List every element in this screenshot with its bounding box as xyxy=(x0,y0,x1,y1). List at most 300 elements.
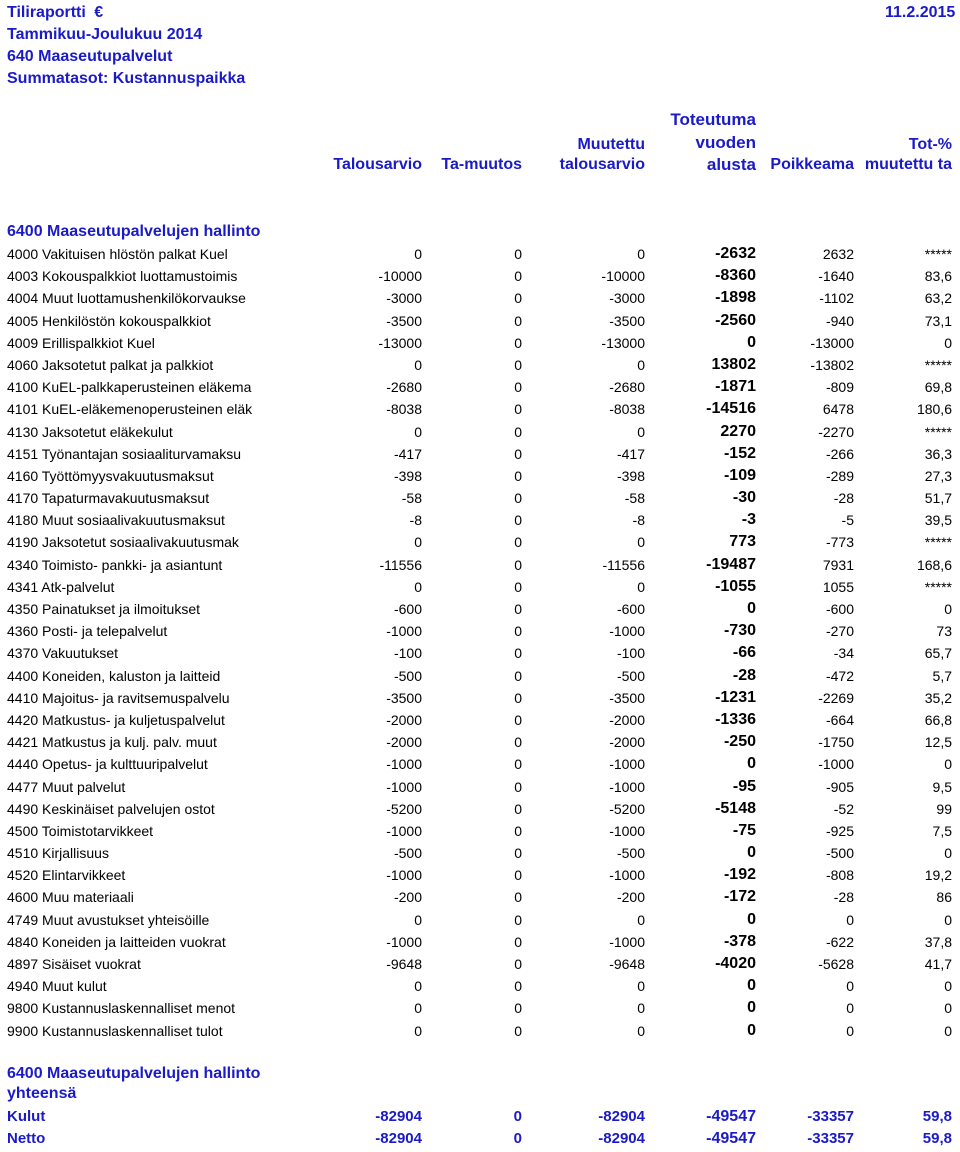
poikkeama-value: 0 xyxy=(846,1022,854,1039)
ta-muutos-value: 0 xyxy=(514,467,522,484)
account-name: 4005 Henkilöstön kokouspalkkiot xyxy=(7,312,211,329)
totpct-value: ***** xyxy=(924,423,952,440)
poikkeama-value: -773 xyxy=(825,534,854,551)
table-row xyxy=(0,243,960,265)
talousarvio-value: -2000 xyxy=(386,734,422,751)
totpct-value: 0 xyxy=(944,978,952,995)
poikkeama-value: -5628 xyxy=(818,956,854,972)
account-name: 4340 Toimisto- pankki- ja asiantunt xyxy=(7,556,223,573)
ta-muutos-value: 0 xyxy=(514,756,522,773)
account-name: 9900 Kustannuslaskennalliset tulot xyxy=(7,1022,223,1039)
totpct-value: 35,2 xyxy=(924,689,952,706)
muutettu-value: 0 xyxy=(637,356,645,373)
account-name: 4421 Matkustus ja kulj. palv. muut xyxy=(7,734,217,751)
account-name: 4897 Sisäiset vuokrat xyxy=(7,956,141,972)
talousarvio-value: -398 xyxy=(393,467,422,484)
totpct-value: 37,8 xyxy=(924,933,952,950)
toteutuma-value: 2270 xyxy=(720,422,756,440)
talousarvio-value: -3500 xyxy=(386,312,422,329)
totals-row-netto xyxy=(0,1128,960,1150)
col-totpct-line2: muutettu ta xyxy=(864,156,952,173)
account-name: 4160 Työttömyysvakuutusmaksut xyxy=(7,467,214,484)
toteutuma-value: -3 xyxy=(741,511,756,529)
report-unit: 640 Maaseutupalvelut xyxy=(7,48,173,65)
account-name: 4440 Opetus- ja kulttuuripalvelut xyxy=(7,756,208,773)
muutettu-value: -500 xyxy=(616,667,645,684)
report-title-line xyxy=(7,3,103,23)
col-toteutuma-line1: Toteutuma xyxy=(670,110,756,129)
table-row xyxy=(0,443,960,465)
totals-netto-talousarvio: -82904 xyxy=(375,1130,422,1147)
talousarvio-value: -8038 xyxy=(386,401,422,418)
totpct-value: 39,5 xyxy=(924,512,952,529)
toteutuma-value: -30 xyxy=(732,489,756,507)
ta-muutos-value: 0 xyxy=(514,711,522,728)
table-row xyxy=(0,487,960,509)
ta-muutos-value: 0 xyxy=(514,379,522,396)
totpct-value: 5,7 xyxy=(932,667,952,684)
poikkeama-value: 0 xyxy=(846,1000,854,1017)
ta-muutos-value: 0 xyxy=(514,800,522,817)
muutettu-value: 0 xyxy=(637,534,645,551)
ta-muutos-value: 0 xyxy=(514,334,522,351)
totals-kulut-toteutuma: -49547 xyxy=(706,1108,756,1125)
talousarvio-value: -100 xyxy=(393,645,422,662)
talousarvio-value: 0 xyxy=(414,1000,422,1017)
account-name: 4341 Atk-palvelut xyxy=(7,578,115,595)
ta-muutos-value: 0 xyxy=(514,845,522,862)
table-row xyxy=(0,598,960,620)
poikkeama-value: -925 xyxy=(825,822,854,839)
totpct-value: 41,7 xyxy=(924,956,952,972)
talousarvio-value: 0 xyxy=(414,578,422,595)
poikkeama-value: -622 xyxy=(825,933,854,950)
poikkeama-value: -940 xyxy=(825,312,854,329)
totpct-value: 180,6 xyxy=(916,401,952,418)
talousarvio-value: 0 xyxy=(414,534,422,551)
poikkeama-value: -1640 xyxy=(818,268,854,285)
talousarvio-value: -2000 xyxy=(386,711,422,728)
toteutuma-value: -378 xyxy=(723,932,756,950)
totals-title-line1: 6400 Maaseutupalvelujen hallinto xyxy=(7,1065,261,1082)
table-row xyxy=(0,864,960,886)
toteutuma-value: 0 xyxy=(747,1021,756,1039)
talousarvio-value: 0 xyxy=(414,423,422,440)
talousarvio-value: -3500 xyxy=(386,689,422,706)
account-name: 4510 Kirjallisuus xyxy=(7,845,109,862)
talousarvio-value: -58 xyxy=(401,490,422,507)
table-row xyxy=(0,753,960,775)
poikkeama-value: 1055 xyxy=(822,578,854,595)
totpct-value: ***** xyxy=(924,578,952,595)
totpct-value: 19,2 xyxy=(924,867,952,884)
totals-netto-muutettu: -82904 xyxy=(598,1130,645,1147)
toteutuma-value: 0 xyxy=(747,333,756,351)
ta-muutos-value: 0 xyxy=(514,356,522,373)
table-row xyxy=(0,953,960,975)
muutettu-value: 0 xyxy=(637,1000,645,1017)
muutettu-value: -100 xyxy=(616,645,645,662)
talousarvio-value: -10000 xyxy=(378,268,422,285)
ta-muutos-value: 0 xyxy=(514,290,522,307)
muutettu-value: -417 xyxy=(616,445,645,462)
muutettu-value: -3500 xyxy=(609,312,645,329)
poikkeama-value: -13802 xyxy=(810,356,854,373)
totpct-value: 66,8 xyxy=(924,711,952,728)
ta-muutos-value: 0 xyxy=(514,423,522,440)
muutettu-value: -2000 xyxy=(609,734,645,751)
account-name: 4004 Muut luottamushenkilökorvaukse xyxy=(7,290,246,307)
ta-muutos-value: 0 xyxy=(514,689,522,706)
totpct-value: 83,6 xyxy=(924,268,952,285)
poikkeama-value: -28 xyxy=(833,490,854,507)
report-summary-level: Summatasot: Kustannuspaikka xyxy=(7,70,246,87)
table-row xyxy=(0,731,960,753)
account-name: 4410 Majoitus- ja ravitsemuspalvelu xyxy=(7,689,230,706)
toteutuma-value: 0 xyxy=(747,844,756,862)
account-name: 4420 Matkustus- ja kuljetuspalvelut xyxy=(7,711,225,728)
toteutuma-value: -1898 xyxy=(715,289,756,307)
toteutuma-value: 0 xyxy=(747,977,756,995)
totals-netto-poikkeama: -33357 xyxy=(807,1130,854,1147)
account-name: 4190 Jaksotetut sosiaalivakuutusmak xyxy=(7,534,239,551)
toteutuma-value: -2560 xyxy=(715,311,756,329)
table-row xyxy=(0,1020,960,1042)
table-row xyxy=(0,687,960,709)
muutettu-value: -2000 xyxy=(609,711,645,728)
talousarvio-value: -1000 xyxy=(386,778,422,795)
totals-kulut-poikkeama: -33357 xyxy=(807,1108,854,1125)
talousarvio-value: -500 xyxy=(393,845,422,862)
table-row xyxy=(0,997,960,1019)
account-name: 4520 Elintarvikkeet xyxy=(7,867,126,884)
muutettu-value: -1000 xyxy=(609,867,645,884)
talousarvio-value: -8 xyxy=(409,512,422,529)
table-row xyxy=(0,354,960,376)
totals-title xyxy=(7,1064,260,1104)
report-date: 11.2.2015 xyxy=(885,4,956,21)
account-name: 4101 KuEL-eläkemenoperusteinen eläk xyxy=(7,401,253,418)
account-name: 4100 KuEL-palkkaperusteinen eläkema xyxy=(7,379,252,396)
account-name: 4360 Posti- ja telepalvelut xyxy=(7,623,168,640)
toteutuma-value: -19487 xyxy=(706,555,756,573)
table-row xyxy=(0,665,960,687)
muutettu-value: -9648 xyxy=(609,956,645,972)
toteutuma-value: 13802 xyxy=(711,355,756,373)
totpct-value: 73,1 xyxy=(924,312,952,329)
account-name: 4370 Vakuutukset xyxy=(7,645,119,662)
table-row xyxy=(0,310,960,332)
col-poikkeama: Poikkeama xyxy=(770,156,854,173)
table-row xyxy=(0,576,960,598)
toteutuma-value: -5148 xyxy=(715,799,756,817)
toteutuma-value: -1055 xyxy=(715,577,756,595)
muutettu-value: -58 xyxy=(624,490,645,507)
toteutuma-value: -8360 xyxy=(715,267,756,285)
account-name: 4130 Jaksotetut eläkekulut xyxy=(7,423,173,440)
poikkeama-value: -500 xyxy=(825,845,854,862)
talousarvio-value: -417 xyxy=(393,445,422,462)
ta-muutos-value: 0 xyxy=(514,822,522,839)
talousarvio-value: -1000 xyxy=(386,756,422,773)
totpct-value: 0 xyxy=(944,1022,952,1039)
totals-title-line2: yhteensä xyxy=(7,1085,77,1102)
totals-kulut-talousarvio: -82904 xyxy=(375,1108,422,1125)
col-muutettu-line2: talousarvio xyxy=(559,156,645,173)
talousarvio-value: -1000 xyxy=(386,933,422,950)
table-row xyxy=(0,509,960,531)
muutettu-value: 0 xyxy=(637,578,645,595)
poikkeama-value: -5 xyxy=(841,512,854,529)
account-name: 4180 Muut sosiaalivakuutusmaksut xyxy=(7,512,225,529)
totpct-value: 0 xyxy=(944,756,952,773)
toteutuma-value: -250 xyxy=(723,733,756,751)
muutettu-value: -3000 xyxy=(609,290,645,307)
totpct-value: 65,7 xyxy=(924,645,952,662)
table-row xyxy=(0,620,960,642)
poikkeama-value: -52 xyxy=(833,800,854,817)
totpct-value: ***** xyxy=(924,534,952,551)
table-row xyxy=(0,931,960,953)
ta-muutos-value: 0 xyxy=(514,889,522,906)
ta-muutos-value: 0 xyxy=(514,490,522,507)
ta-muutos-value: 0 xyxy=(514,512,522,529)
talousarvio-value: -11556 xyxy=(379,556,422,573)
talousarvio-value: -600 xyxy=(393,601,422,617)
poikkeama-value: -664 xyxy=(825,711,854,728)
toteutuma-value: 0 xyxy=(747,600,756,617)
totals-netto-ta-muutos: 0 xyxy=(513,1130,522,1147)
talousarvio-value: 0 xyxy=(414,1022,422,1039)
table-row xyxy=(0,820,960,842)
table-row xyxy=(0,909,960,931)
account-name: 4840 Koneiden ja laitteiden vuokrat xyxy=(7,933,226,950)
table-row xyxy=(0,776,960,798)
account-name: 4170 Tapaturmavakuutusmaksut xyxy=(7,490,210,507)
table-row xyxy=(0,421,960,443)
totpct-value: 7,5 xyxy=(932,822,952,839)
account-name: 4350 Painatukset ja ilmoitukset xyxy=(7,601,200,617)
muutettu-value: 0 xyxy=(637,1022,645,1039)
ta-muutos-value: 0 xyxy=(514,534,522,551)
ta-muutos-value: 0 xyxy=(514,268,522,285)
poikkeama-value: -472 xyxy=(825,667,854,684)
talousarvio-value: -5200 xyxy=(386,800,422,817)
muutettu-value: -500 xyxy=(616,845,645,862)
ta-muutos-value: 0 xyxy=(514,911,522,928)
poikkeama-value: 0 xyxy=(846,978,854,995)
table-row xyxy=(0,554,960,576)
totals-kulut-totpct: 59,8 xyxy=(922,1108,952,1125)
talousarvio-value: -1000 xyxy=(386,623,422,640)
muutettu-value: 0 xyxy=(637,423,645,440)
talousarvio-value: -2680 xyxy=(386,379,422,396)
totpct-value: 36,3 xyxy=(924,445,952,462)
account-name: 4400 Koneiden, kaluston ja laitteid xyxy=(7,667,221,684)
account-name: 4000 Vakituisen hlöstön palkat Kuel xyxy=(7,246,228,262)
muutettu-value: -13000 xyxy=(601,334,645,351)
totpct-value: 63,2 xyxy=(924,290,952,307)
poikkeama-value: -34 xyxy=(833,645,854,662)
poikkeama-value: -28 xyxy=(833,889,854,906)
ta-muutos-value: 0 xyxy=(514,978,522,995)
totals-kulut-muutettu: -82904 xyxy=(598,1108,645,1125)
table-row xyxy=(0,531,960,553)
ta-muutos-value: 0 xyxy=(514,1000,522,1017)
muutettu-value: -1000 xyxy=(609,778,645,795)
table-row xyxy=(0,332,960,354)
table-row xyxy=(0,376,960,398)
poikkeama-value: -905 xyxy=(825,778,854,795)
totpct-value: 12,5 xyxy=(924,734,952,751)
muutettu-value: -200 xyxy=(616,889,645,906)
muutettu-value: 0 xyxy=(637,911,645,928)
account-name: 4060 Jaksotetut palkat ja palkkiot xyxy=(7,356,214,373)
totpct-value: 0 xyxy=(944,911,952,928)
ta-muutos-value: 0 xyxy=(514,601,522,617)
ta-muutos-value: 0 xyxy=(514,734,522,751)
table-row xyxy=(0,287,960,309)
col-ta-muutos: Ta-muutos xyxy=(441,156,522,173)
col-muutettu-line1: Muutettu xyxy=(577,136,645,153)
poikkeama-value: -266 xyxy=(825,445,854,462)
account-name: 4151 Työnantajan sosiaaliturvamaksu xyxy=(7,445,242,462)
talousarvio-value: -1000 xyxy=(386,867,422,884)
ta-muutos-value: 0 xyxy=(514,623,522,640)
muutettu-value: -398 xyxy=(616,467,645,484)
account-rows xyxy=(0,243,960,1042)
totals-netto-label: Netto xyxy=(7,1130,46,1147)
account-name: 4490 Keskinäiset palvelujen ostot xyxy=(7,800,215,817)
muutettu-value: -3500 xyxy=(609,689,645,706)
poikkeama-value: -600 xyxy=(825,601,854,617)
col-talousarvio: Talousarvio xyxy=(333,156,422,173)
muutettu-value: -8 xyxy=(632,512,645,529)
totals-kulut-label: Kulut xyxy=(7,1108,46,1125)
talousarvio-value: -13000 xyxy=(378,334,422,351)
totals-netto-totpct: 59,8 xyxy=(922,1130,952,1147)
ta-muutos-value: 0 xyxy=(514,445,522,462)
muutettu-value: -10000 xyxy=(601,268,645,285)
toteutuma-value: -66 xyxy=(732,644,756,662)
toteutuma-value: -75 xyxy=(732,821,756,839)
account-name: 4009 Erillispalkkiot Kuel xyxy=(7,334,155,351)
talousarvio-value: 0 xyxy=(414,911,422,928)
account-name: 4940 Muut kulut xyxy=(7,978,107,995)
toteutuma-value: -4020 xyxy=(715,955,756,972)
poikkeama-value: -270 xyxy=(825,623,854,640)
ta-muutos-value: 0 xyxy=(514,556,522,573)
toteutuma-value: 0 xyxy=(747,755,756,773)
talousarvio-value: -3000 xyxy=(386,290,422,307)
muutettu-value: 0 xyxy=(637,246,645,262)
totpct-value: 86 xyxy=(936,889,952,906)
totpct-value: 73 xyxy=(936,623,952,640)
totpct-value: 69,8 xyxy=(924,379,952,396)
toteutuma-value: 0 xyxy=(747,999,756,1017)
muutettu-value: -600 xyxy=(616,601,645,617)
talousarvio-value: -500 xyxy=(393,667,422,684)
poikkeama-value: -289 xyxy=(825,467,854,484)
totpct-value: 0 xyxy=(944,334,952,351)
totpct-value: 0 xyxy=(944,1000,952,1017)
muutettu-value: -8038 xyxy=(609,401,645,418)
totpct-value: 0 xyxy=(944,601,952,617)
poikkeama-value: -1000 xyxy=(818,756,854,773)
muutettu-value: -1000 xyxy=(609,933,645,950)
talousarvio-value: -9648 xyxy=(386,956,422,972)
totals-netto-toteutuma: -49547 xyxy=(706,1130,756,1147)
ta-muutos-value: 0 xyxy=(514,578,522,595)
muutettu-value: -5200 xyxy=(609,800,645,817)
account-name: 4003 Kokouspalkkiot luottamustoimis xyxy=(7,268,238,285)
account-name: 4600 Muu materiaali xyxy=(7,889,134,906)
report-period: Tammikuu-Joulukuu 2014 xyxy=(7,26,203,43)
toteutuma-value: -172 xyxy=(723,888,756,906)
report-title: Tiliraportti xyxy=(7,4,86,21)
toteutuma-value: -192 xyxy=(723,866,756,884)
poikkeama-value: -1102 xyxy=(819,290,854,307)
ta-muutos-value: 0 xyxy=(514,667,522,684)
poikkeama-value: 2632 xyxy=(822,246,854,262)
toteutuma-value: -1336 xyxy=(715,710,756,728)
muutettu-value: -1000 xyxy=(609,822,645,839)
table-row xyxy=(0,709,960,731)
talousarvio-value: 0 xyxy=(414,356,422,373)
muutettu-value: -1000 xyxy=(609,756,645,773)
ta-muutos-value: 0 xyxy=(514,956,522,972)
totpct-value: 99 xyxy=(936,800,952,817)
toteutuma-value: -14516 xyxy=(706,400,756,418)
poikkeama-value: -2270 xyxy=(818,423,854,440)
table-row xyxy=(0,975,960,997)
totpct-value: 27,3 xyxy=(924,467,952,484)
poikkeama-value: -809 xyxy=(825,379,854,396)
poikkeama-value: -808 xyxy=(825,867,854,884)
col-toteutuma-line2: vuoden xyxy=(695,133,756,152)
account-name: 4749 Muut avustukset yhteisöille xyxy=(7,911,210,928)
totpct-value: 0 xyxy=(944,845,952,862)
toteutuma-value: -28 xyxy=(732,666,756,684)
col-totpct-line1: Tot-% xyxy=(908,136,952,153)
ta-muutos-value: 0 xyxy=(514,867,522,884)
table-row xyxy=(0,886,960,908)
toteutuma-value: 773 xyxy=(729,533,756,551)
poikkeama-value: -13000 xyxy=(810,334,854,351)
toteutuma-value: -2632 xyxy=(715,245,756,262)
section-title: 6400 Maaseutupalvelujen hallinto xyxy=(7,223,261,240)
ta-muutos-value: 0 xyxy=(514,1022,522,1039)
muutettu-value: -2680 xyxy=(609,379,645,396)
account-name: 4477 Muut palvelut xyxy=(7,778,126,795)
toteutuma-value: -1871 xyxy=(715,378,756,396)
table-row xyxy=(0,842,960,864)
ta-muutos-value: 0 xyxy=(514,312,522,329)
account-name: 4500 Toimistotarvikkeet xyxy=(7,822,154,839)
totals-kulut-ta-muutos: 0 xyxy=(513,1108,522,1125)
ta-muutos-value: 0 xyxy=(514,401,522,418)
toteutuma-value: 0 xyxy=(747,910,756,928)
totpct-value: 51,7 xyxy=(924,490,952,507)
muutettu-value: -11556 xyxy=(602,556,645,573)
talousarvio-value: 0 xyxy=(414,978,422,995)
col-toteutuma-line3: alusta xyxy=(706,155,756,174)
totals-row-kulut xyxy=(0,1106,960,1128)
poikkeama-value: 7931 xyxy=(822,556,854,573)
talousarvio-value: 0 xyxy=(414,246,422,262)
toteutuma-value: -730 xyxy=(723,622,756,640)
table-row xyxy=(0,265,960,287)
